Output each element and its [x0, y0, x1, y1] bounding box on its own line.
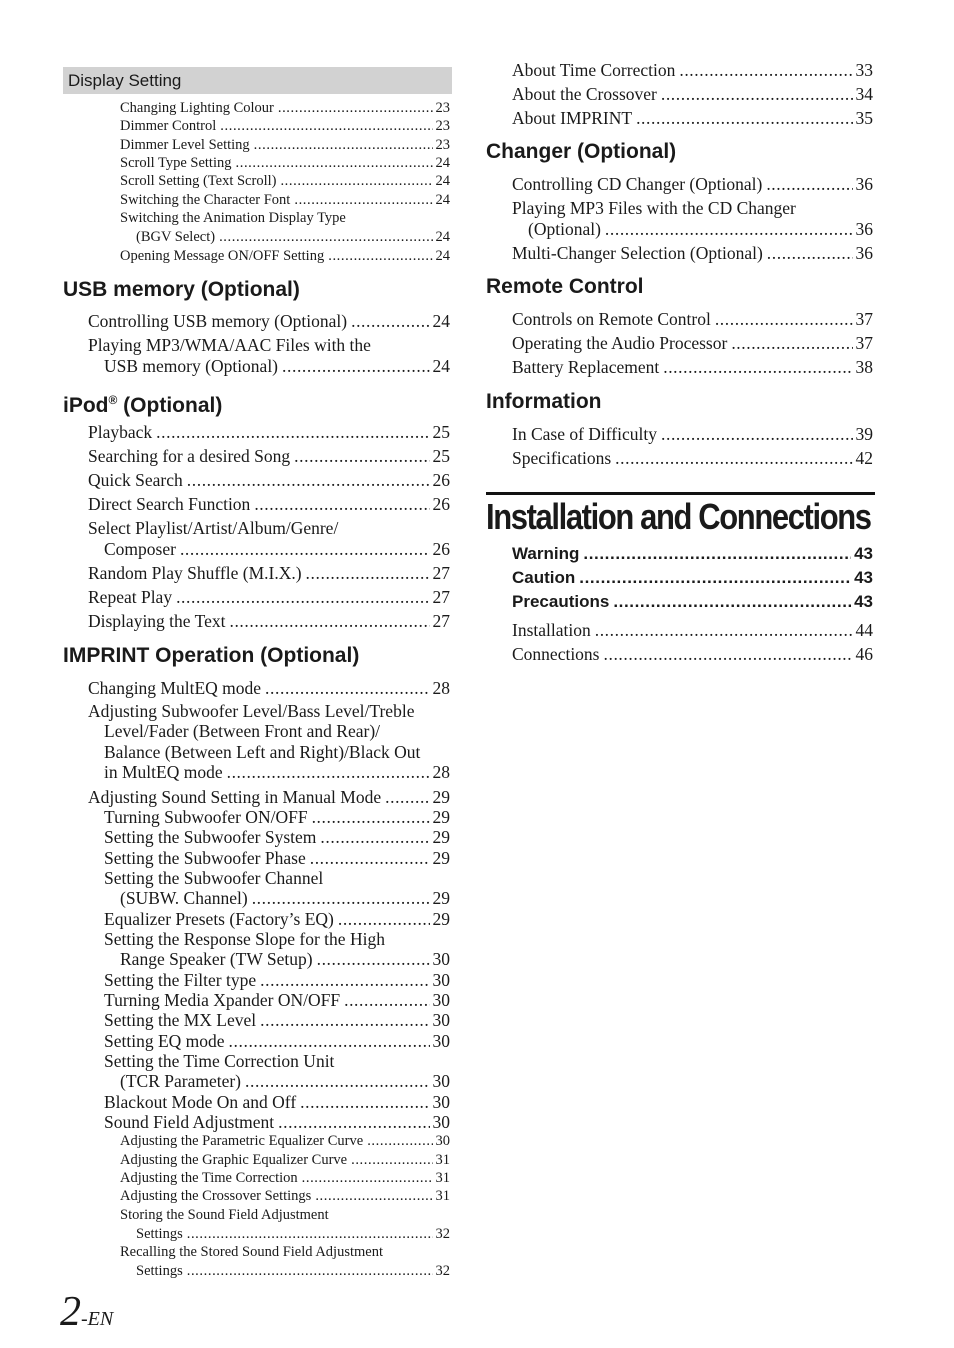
toc-entry[interactable]: In Case of Difficulty ..... 39: [512, 424, 873, 445]
toc-entry[interactable]: Specifications ..... 42: [512, 448, 873, 469]
toc-entry[interactable]: Settings ..... 32: [136, 1226, 450, 1243]
toc-entry-line[interactable]: Setting the Response Slope for the High: [104, 929, 385, 949]
page-number: 2-EN: [60, 1289, 114, 1335]
toc-entry[interactable]: Multi-Changer Selection (Optional) ..... 36: [512, 243, 873, 264]
toc-entry[interactable]: Composer ..... 26: [104, 539, 450, 560]
toc-entry-line[interactable]: Switching the Animation Display Type: [120, 210, 346, 226]
toc-entry[interactable]: Operating the Audio Processor ..... 37: [512, 333, 873, 354]
toc-entry[interactable]: Setting the Filter type ..... 30: [104, 970, 450, 991]
toc-entry[interactable]: Adjusting the Graphic Equalizer Curve ..... 31: [120, 1152, 450, 1169]
toc-entry-line[interactable]: Setting the Time Correction Unit: [104, 1051, 335, 1071]
toc-entry[interactable]: (BGV Select) ..... 24: [136, 229, 450, 246]
toc-entry-line[interactable]: Adjusting Subwoofer Level/Bass Level/Treble: [88, 701, 415, 721]
toc-entry[interactable]: Controls on Remote Control ..... 37: [512, 309, 873, 330]
toc-entry[interactable]: Adjusting the Parametric Equalizer Curve ..... 30: [120, 1133, 450, 1150]
toc-entry[interactable]: Battery Replacement ..... 38: [512, 357, 873, 378]
toc-entry[interactable]: Equalizer Presets (Factory’s EQ) ..... 29: [104, 909, 450, 930]
toc-entry[interactable]: Scroll Type Setting ..... 24: [120, 155, 450, 172]
toc-entry[interactable]: About the Crossover ..... 34: [512, 84, 873, 105]
toc-entry[interactable]: (TCR Parameter) ..... 30: [120, 1071, 450, 1092]
toc-entry[interactable]: Adjusting the Crossover Settings ..... 31: [120, 1188, 450, 1205]
usb-heading: USB memory (Optional): [63, 278, 300, 301]
toc-entry[interactable]: Settings ..... 32: [136, 1263, 450, 1280]
toc-entry-line[interactable]: Select Playlist/Artist/Album/Genre/: [88, 518, 339, 538]
toc-entry-line[interactable]: Level/Fader (Between Front and Rear)/: [104, 721, 381, 741]
toc-entry-line[interactable]: Storing the Sound Field Adjustment: [120, 1207, 329, 1223]
toc-entry[interactable]: Adjusting Sound Setting in Manual Mode ..... 29: [88, 787, 450, 808]
toc-entry[interactable]: Controlling CD Changer (Optional) ..... 36: [512, 174, 873, 195]
toc-entry[interactable]: Range Speaker (TW Setup) ..... 30: [120, 949, 450, 970]
remote-heading: Remote Control: [486, 275, 644, 298]
toc-entry[interactable]: Displaying the Text ..... 27: [88, 611, 450, 632]
toc-entry[interactable]: About Time Correction ..... 33: [512, 60, 873, 81]
toc-entry[interactable]: (Optional) ..... 36: [528, 219, 873, 240]
toc-entry[interactable]: Dimmer Level Setting ..... 23: [120, 137, 450, 154]
toc-entry[interactable]: Quick Search ..... 26: [88, 470, 450, 491]
imprint-heading: IMPRINT Operation (Optional): [63, 644, 360, 667]
toc-entry[interactable]: Dimmer Control ..... 23: [120, 118, 450, 135]
installation-section-title: Installation and Connections: [486, 492, 875, 538]
toc-entry[interactable]: Setting the Subwoofer System ..... 29: [104, 827, 450, 848]
toc-entry-line[interactable]: Recalling the Stored Sound Field Adjustment: [120, 1244, 383, 1260]
toc-entry[interactable]: Adjusting the Time Correction ..... 31: [120, 1170, 450, 1187]
toc-entry[interactable]: Sound Field Adjustment ..... 30: [104, 1112, 450, 1133]
toc-entry[interactable]: Blackout Mode On and Off ..... 30: [104, 1092, 450, 1113]
toc-entry[interactable]: Setting the MX Level ..... 30: [104, 1010, 450, 1031]
toc-entry[interactable]: Connections ..... 46: [512, 644, 873, 665]
toc-entry[interactable]: Controlling USB memory (Optional) ..... 24: [88, 311, 450, 332]
toc-entry[interactable]: in MultEQ mode ..... 28: [104, 762, 450, 783]
toc-entry[interactable]: Switching the Character Font ..... 24: [120, 192, 450, 209]
toc-entry[interactable]: About IMPRINT ..... 35: [512, 108, 873, 129]
toc-entry-line[interactable]: Playing MP3/WMA/AAC Files with the: [88, 335, 371, 355]
toc-entry[interactable]: Repeat Play ..... 27: [88, 587, 450, 608]
toc-entry[interactable]: Random Play Shuffle (M.I.X.) ..... 27: [88, 563, 450, 584]
toc-entry[interactable]: Playback ..... 25: [88, 422, 450, 443]
toc-entry[interactable]: Turning Media Xpander ON/OFF ..... 30: [104, 990, 450, 1011]
toc-entry[interactable]: (SUBW. Channel) ..... 29: [120, 888, 450, 909]
toc-entry-bold[interactable]: Warning ..... 43: [512, 544, 873, 564]
registered-mark: ®: [108, 393, 118, 407]
toc-entry[interactable]: Installation ..... 44: [512, 620, 873, 641]
toc-entry-line[interactable]: Playing MP3 Files with the CD Changer: [512, 198, 796, 218]
toc-entry[interactable]: USB memory (Optional) ..... 24: [104, 356, 450, 377]
toc-entry-line[interactable]: Setting the Subwoofer Channel: [104, 868, 324, 888]
toc-entry[interactable]: Setting EQ mode ..... 30: [104, 1031, 450, 1052]
toc-entry-bold[interactable]: Precautions ..... 43: [512, 592, 873, 612]
information-heading: Information: [486, 390, 602, 413]
toc-entry[interactable]: Opening Message ON/OFF Setting ..... 24: [120, 248, 450, 265]
display-setting-heading: Display Setting: [63, 67, 452, 94]
toc-entry[interactable]: Changing Lighting Colour ..... 23: [120, 100, 450, 117]
toc-entry[interactable]: Searching for a desired Song ..... 25: [88, 446, 450, 467]
toc-entry-bold[interactable]: Caution ..... 43: [512, 568, 873, 588]
toc-entry[interactable]: Setting the Subwoofer Phase ..... 29: [104, 848, 450, 869]
toc-entry[interactable]: Direct Search Function ..... 26: [88, 494, 450, 515]
toc-entry[interactable]: Scroll Setting (Text Scroll) ..... 24: [120, 173, 450, 190]
ipod-heading: iPod® (Optional): [63, 393, 223, 417]
toc-entry[interactable]: Changing MultEQ mode ..... 28: [88, 678, 450, 699]
toc-entry[interactable]: Turning Subwoofer ON/OFF ..... 29: [104, 807, 450, 828]
changer-heading: Changer (Optional): [486, 140, 677, 163]
toc-entry-line[interactable]: Balance (Between Left and Right)/Black Out: [104, 742, 421, 762]
